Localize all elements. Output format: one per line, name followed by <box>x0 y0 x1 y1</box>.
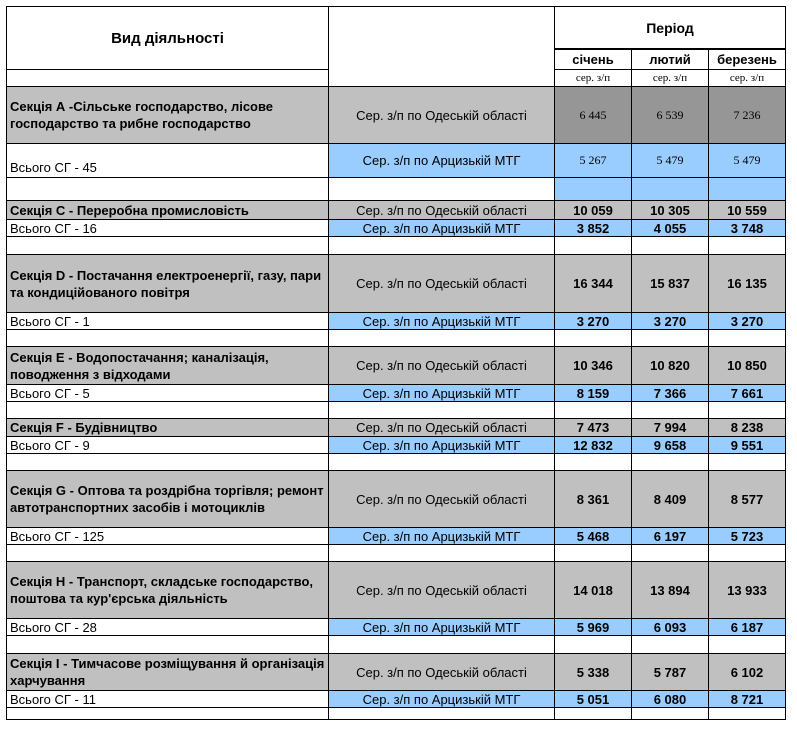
oda-label: Сер. з/п по Одеській області <box>329 347 555 385</box>
mtg-value: 6 197 <box>632 528 709 545</box>
section-total: Всього СГ - 16 <box>7 220 329 237</box>
mtg-value: 9 658 <box>632 437 709 454</box>
mtg-value: 3 270 <box>632 313 709 330</box>
section-total: Всього СГ - 125 <box>7 528 329 545</box>
section-title: Секція А -Сільське господарство, лісове господарство та рибне господарство <box>7 87 329 144</box>
section-title: Секція H - Транспорт, складське господарство, поштова та кур'єрська діяльність <box>7 562 329 619</box>
spacer-cell <box>709 237 786 255</box>
month-february: лютий <box>632 50 709 70</box>
spacer-cell <box>7 178 329 201</box>
oda-label: Сер. з/п по Одеській області <box>329 471 555 528</box>
spacer-cell <box>555 237 632 255</box>
mtg-value: 7 366 <box>632 385 709 402</box>
spacer-cell <box>632 636 709 654</box>
spacer-cell <box>709 178 786 201</box>
section-title: Секція E - Водопостачання; каналізація, поводження з відходами <box>7 347 329 385</box>
oda-value: 15 837 <box>632 255 709 313</box>
spacer-cell <box>632 708 709 720</box>
mtg-value: 4 055 <box>632 220 709 237</box>
sub-label: сер. з/п <box>555 70 632 87</box>
oda-value: 6 102 <box>709 654 786 691</box>
mtg-label: Сер. з/п по Арцизькій МТГ <box>329 619 555 636</box>
spreadsheet <box>6 6 786 720</box>
oda-value: 5 338 <box>555 654 632 691</box>
oda-value: 16 135 <box>709 255 786 313</box>
section-title: Секція F - Будівництво <box>7 419 329 437</box>
oda-value: 6 539 <box>632 87 709 144</box>
spacer-cell <box>329 237 555 255</box>
spacer-cell <box>709 402 786 419</box>
spacer-cell <box>555 330 632 347</box>
section-title: Секція D - Постачання електроенергії, газу, пари та кондиційованого повітря <box>7 255 329 313</box>
mtg-value: 5 051 <box>555 691 632 708</box>
spacer-cell <box>632 237 709 255</box>
oda-value: 5 787 <box>632 654 709 691</box>
mtg-value: 12 832 <box>555 437 632 454</box>
spacer-cell <box>7 237 329 255</box>
oda-value: 14 018 <box>555 562 632 619</box>
mtg-value: 3 270 <box>555 313 632 330</box>
oda-value: 10 820 <box>632 347 709 385</box>
oda-label: Сер. з/п по Одеській області <box>329 255 555 313</box>
sub-label: сер. з/п <box>709 70 786 87</box>
oda-value: 10 559 <box>709 201 786 220</box>
oda-value: 10 305 <box>632 201 709 220</box>
mtg-value: 6 080 <box>632 691 709 708</box>
oda-value: 8 577 <box>709 471 786 528</box>
oda-value: 8 361 <box>555 471 632 528</box>
section-title: Секція G - Оптова та роздрібна торгівля; ремонт автотранспортних засобів і мотоциклів <box>7 471 329 528</box>
mtg-value: 5 267 <box>555 144 632 178</box>
spacer-cell <box>329 545 555 562</box>
spacer-cell <box>7 330 329 347</box>
section-total: Всього СГ - 11 <box>7 691 329 708</box>
oda-value: 10 059 <box>555 201 632 220</box>
spacer-cell <box>7 708 329 720</box>
oda-label: Сер. з/п по Одеській області <box>329 562 555 619</box>
sub-label: сер. з/п <box>632 70 709 87</box>
mtg-label: Сер. з/п по Арцизькій МТГ <box>329 385 555 402</box>
oda-value: 8 409 <box>632 471 709 528</box>
spacer-cell <box>329 402 555 419</box>
spacer-cell <box>7 545 329 562</box>
spacer-cell <box>329 636 555 654</box>
mtg-label: Сер. з/п по Арцизькій МТГ <box>329 220 555 237</box>
spacer-cell <box>7 636 329 654</box>
spacer-cell <box>7 402 329 419</box>
mtg-label: Сер. з/п по Арцизькій МТГ <box>329 313 555 330</box>
mtg-value: 6 093 <box>632 619 709 636</box>
spacer-cell <box>329 708 555 720</box>
salary-table <box>6 6 786 720</box>
spacer-cell <box>709 636 786 654</box>
header-empty <box>7 70 329 87</box>
oda-label: Сер. з/п по Одеській області <box>329 87 555 144</box>
mtg-value: 7 661 <box>709 385 786 402</box>
section-title: Секція С - Переробна промисловість <box>7 201 329 220</box>
spacer-cell <box>555 454 632 471</box>
spacer-cell <box>709 330 786 347</box>
section-total: Всього СГ - 45 <box>7 144 329 178</box>
spacer-cell <box>555 402 632 419</box>
section-total: Всього СГ - 9 <box>7 437 329 454</box>
oda-value: 10 850 <box>709 347 786 385</box>
month-january: січень <box>555 50 632 70</box>
oda-value: 7 473 <box>555 419 632 437</box>
mtg-value: 5 468 <box>555 528 632 545</box>
oda-label: Сер. з/п по Одеській області <box>329 419 555 437</box>
oda-value: 6 445 <box>555 87 632 144</box>
month-march: березень <box>709 50 786 70</box>
mtg-value: 6 187 <box>709 619 786 636</box>
spacer-cell <box>7 454 329 471</box>
oda-value: 7 236 <box>709 87 786 144</box>
spacer-cell <box>709 545 786 562</box>
spacer-cell <box>632 545 709 562</box>
mtg-value: 8 721 <box>709 691 786 708</box>
section-total: Всього СГ - 1 <box>7 313 329 330</box>
section-total: Всього СГ - 5 <box>7 385 329 402</box>
mtg-value: 3 852 <box>555 220 632 237</box>
oda-value: 8 238 <box>709 419 786 437</box>
mtg-label: Сер. з/п по Арцизькій МТГ <box>329 691 555 708</box>
period-header: Період <box>555 7 786 49</box>
mtg-label: Сер. з/п по Арцизькій МТГ <box>329 144 555 178</box>
spacer-cell <box>555 545 632 562</box>
spacer-cell <box>555 636 632 654</box>
oda-value: 13 894 <box>632 562 709 619</box>
mtg-value: 5 479 <box>709 144 786 178</box>
spacer-cell <box>329 454 555 471</box>
section-title: Секція I - Тимчасове розміщування й організація харчування <box>7 654 329 691</box>
oda-label: Сер. з/п по Одеській області <box>329 654 555 691</box>
empty-header-cell <box>329 7 555 87</box>
spacer-cell <box>632 330 709 347</box>
mtg-value: 9 551 <box>709 437 786 454</box>
spacer-cell <box>329 178 555 201</box>
mtg-value: 8 159 <box>555 385 632 402</box>
spacer-cell <box>709 708 786 720</box>
spacer-cell <box>555 708 632 720</box>
oda-value: 10 346 <box>555 347 632 385</box>
oda-value: 13 933 <box>709 562 786 619</box>
mtg-value: 5 723 <box>709 528 786 545</box>
activity-header: Вид діяльності <box>7 7 329 70</box>
oda-value: 16 344 <box>555 255 632 313</box>
oda-label: Сер. з/п по Одеській області <box>329 201 555 220</box>
spacer-cell <box>555 178 632 201</box>
mtg-label: Сер. з/п по Арцизькій МТГ <box>329 528 555 545</box>
oda-value: 7 994 <box>632 419 709 437</box>
mtg-value: 3 748 <box>709 220 786 237</box>
mtg-value: 5 969 <box>555 619 632 636</box>
spacer-cell <box>632 402 709 419</box>
section-total: Всього СГ - 28 <box>7 619 329 636</box>
mtg-value: 3 270 <box>709 313 786 330</box>
spacer-cell <box>632 178 709 201</box>
spacer-cell <box>632 454 709 471</box>
spacer-cell <box>329 330 555 347</box>
mtg-label: Сер. з/п по Арцизькій МТГ <box>329 437 555 454</box>
mtg-value: 5 479 <box>632 144 709 178</box>
spacer-cell <box>709 454 786 471</box>
